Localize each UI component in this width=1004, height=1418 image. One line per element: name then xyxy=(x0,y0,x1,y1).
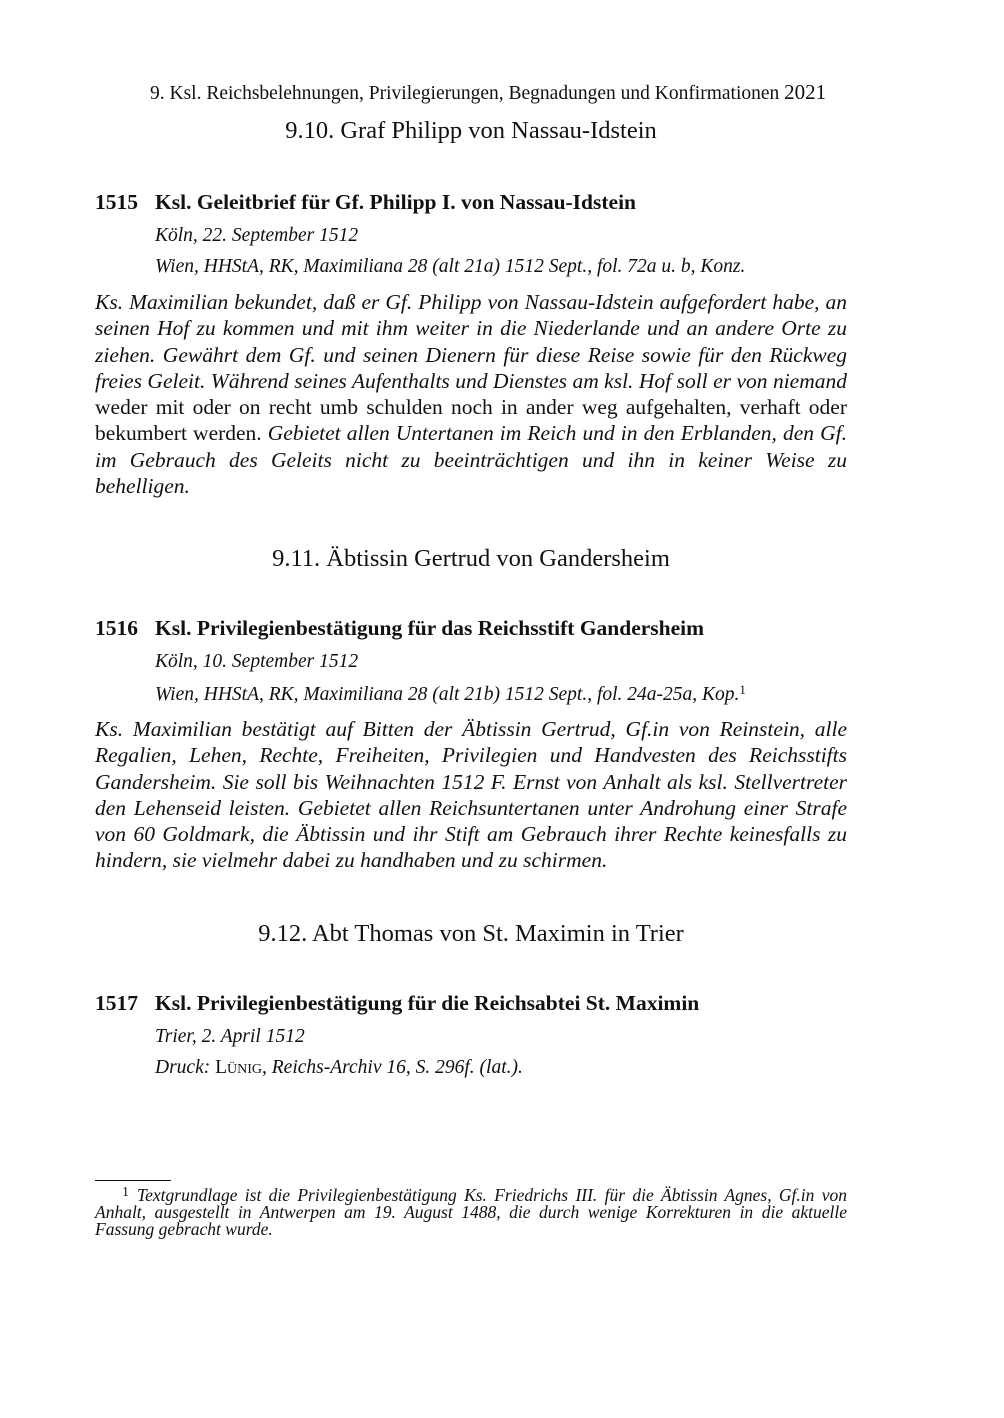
running-head xyxy=(150,80,847,105)
print-label: Druck: xyxy=(155,1057,211,1078)
running-head-title: 9. Ksl. Reichsbelehnungen, Privilegierungen, Begnadungen und Konfirmationen xyxy=(150,83,780,104)
regest-quote: weder mit oder on recht umb schulden noch in ander weg aufgehalten, verhaft oder bekumbert werden. xyxy=(95,395,847,446)
entry-title: Ksl. Geleitbrief für Gf. Philipp I. von Nassau-Idstein xyxy=(155,190,637,214)
entry-number: 1516 xyxy=(95,616,138,640)
entry-number: 1515 xyxy=(95,190,138,214)
footnote-reference[interactable]: 1 xyxy=(739,682,746,697)
regest-italic: Ks. Maximilian bestätigt auf Bitten der Äbtissin Gertrud, Gf.in von Reinstein, alle Regalien, Lehen, Rechte, Freiheiten, Privilegien und Handvesten des Reichsstifts Gandersheim. Sie soll bis Weihnachten 1512 F. Ernst von Anhalt als ksl. Stellvertreter den Lehenseid leisten. Gebietet allen Reichsuntertanen unter Androhung einer Strafe von 60 Goldmark, die Äbtissin und ihr Stift am Gebrauch ihrer Rechte keinesfalls zu hindern, sie vielmehr dabei zu handhaben und zu schirmen. xyxy=(95,717,847,873)
entry-title: Ksl. Privilegienbestätigung für die Reichsabtei St. Maximin xyxy=(155,991,700,1015)
footnote-text: Textgrundlage ist die Privilegienbestätigung Ks. Friedrichs III. für die Äbtissin Agnes, Gf.in von Anhalt, ausgestellt in Antwerpen am 19. August 1488, die durch wenige Korrekturen in die aktuelle Fassung gebracht wurde. xyxy=(95,1185,847,1239)
regest-text xyxy=(95,716,847,874)
print-reference xyxy=(155,1057,847,1079)
place-date: Trier, 2. April 1512 xyxy=(155,1026,305,1047)
regest-text xyxy=(95,289,847,499)
section-title: 9.10. Graf Philipp von Nassau-Idstein xyxy=(285,117,657,144)
print-details: Reichs-Archiv 16, S. 296f. (lat.). xyxy=(271,1057,523,1078)
entry-number: 1517 xyxy=(95,991,138,1015)
place-date: Köln, 22. September 1512 xyxy=(155,225,359,246)
archive-source-text: Wien, HHStA, RK, Maximiliana 28 (alt 21b) 1512 Sept., fol. 24a-25a, Kop. xyxy=(155,684,740,705)
entry-heading xyxy=(95,991,847,1016)
regest-italic: Gebietet allen Untertanen im Reich und in den Erblanden, den Gf. im Gebrauch des Geleits nicht zu beeinträchtigen und ihn in keiner Weise zu behelligen. xyxy=(95,421,847,499)
footnote xyxy=(95,1184,847,1238)
entry-heading xyxy=(95,616,847,641)
page-number: 2021 xyxy=(784,80,827,104)
print-author: Lünig, xyxy=(215,1057,267,1078)
entry-title: Ksl. Privilegienbestätigung für das Reichsstift Gandersheim xyxy=(155,616,705,640)
section-title: 9.11. Äbtissin Gertrud von Gandersheim xyxy=(272,545,670,572)
archive-source xyxy=(155,682,847,706)
entry-heading xyxy=(95,190,847,215)
footnote-separator xyxy=(95,1180,171,1181)
regest-italic: Ks. Maximilian bekundet, daß er Gf. Philipp von Nassau-Idstein aufgefordert habe, an seinen Hof zu kommen und mit ihm weiter in die Niederlande und an andere Orte zu ziehen. Gewährt dem Gf. und seinen Dienern für diese Reise sowie für den Rückweg freies Geleit. Während seines Aufenthalts und Dienstes am ksl. Hof soll er von niemand xyxy=(95,290,847,393)
section-title: 9.12. Abt Thomas von St. Maximin in Trier xyxy=(258,920,684,947)
place-date: Köln, 10. September 1512 xyxy=(155,651,359,672)
footnote-mark: 1 xyxy=(122,1185,129,1200)
archive-source: Wien, HHStA, RK, Maximiliana 28 (alt 21a) 1512 Sept., fol. 72a u. b, Konz. xyxy=(155,256,746,277)
